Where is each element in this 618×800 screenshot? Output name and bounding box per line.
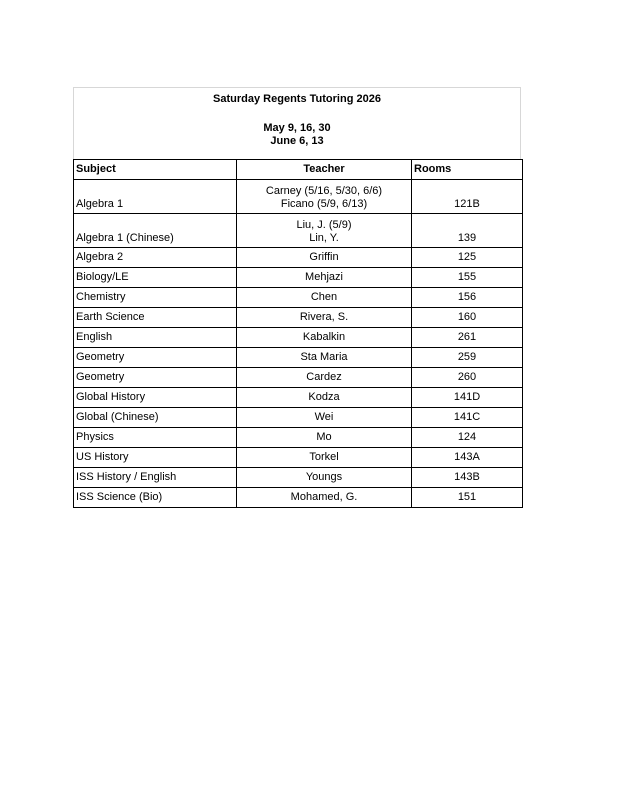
room-cell: 143B <box>412 468 523 488</box>
table-row <box>74 268 523 288</box>
subject-cell: ISS History / English <box>74 468 237 488</box>
subject-cell: Chemistry <box>74 288 237 308</box>
schedule-sheet <box>73 87 522 508</box>
teacher-name: Youngs <box>305 471 343 483</box>
column-header-rooms: Rooms <box>412 160 523 180</box>
column-header-teacher: Teacher <box>237 160 412 180</box>
teacher-name: Mehjazi <box>305 271 343 283</box>
subject-cell: ISS Science (Bio) <box>74 488 237 508</box>
title-block <box>73 87 521 159</box>
teacher-name: Kodza <box>308 391 340 403</box>
dates-line-2: June 6, 13 <box>270 135 324 147</box>
room-cell: 160 <box>412 308 523 328</box>
teacher-cell <box>237 468 412 488</box>
table-row <box>74 214 523 248</box>
teacher-cell <box>237 288 412 308</box>
teacher-name: Sta Maria <box>300 351 348 363</box>
teacher-name: Liu, J. (5/9) <box>296 219 352 231</box>
subject-cell: Global (Chinese) <box>74 408 237 428</box>
subject-cell: Geometry <box>74 368 237 388</box>
subject-cell: Biology/LE <box>74 268 237 288</box>
room-cell: 141C <box>412 408 523 428</box>
subject-cell: Geometry <box>74 348 237 368</box>
column-header-subject: Subject <box>74 160 237 180</box>
page-title: Saturday Regents Tutoring 2026 <box>213 93 381 105</box>
teacher-cell <box>237 268 412 288</box>
room-cell: 259 <box>412 348 523 368</box>
subject-cell: English <box>74 328 237 348</box>
room-cell: 124 <box>412 428 523 448</box>
table-row <box>74 180 523 214</box>
table-row <box>74 368 523 388</box>
subject-cell: Global History <box>74 388 237 408</box>
tutoring-table <box>73 159 523 508</box>
teacher-cell <box>237 368 412 388</box>
table-row <box>74 328 523 348</box>
subject-cell: Earth Science <box>74 308 237 328</box>
subject-cell: Physics <box>74 428 237 448</box>
teacher-name: Lin, Y. <box>309 232 339 244</box>
room-cell: 151 <box>412 488 523 508</box>
teacher-name: Mohamed, G. <box>290 491 358 503</box>
teacher-name: Kabalkin <box>302 331 346 343</box>
room-cell: 156 <box>412 288 523 308</box>
room-cell: 155 <box>412 268 523 288</box>
room-cell: 261 <box>412 328 523 348</box>
table-row <box>74 468 523 488</box>
teacher-cell <box>237 408 412 428</box>
teacher-cell <box>237 308 412 328</box>
teacher-cell <box>237 180 412 214</box>
header-row <box>74 160 523 180</box>
teacher-cell <box>237 328 412 348</box>
teacher-name: Cardez <box>306 371 342 383</box>
subject-cell: Algebra 1 (Chinese) <box>74 214 237 248</box>
table-row <box>74 308 523 328</box>
table-row <box>74 488 523 508</box>
teacher-cell <box>237 448 412 468</box>
room-cell: 125 <box>412 248 523 268</box>
teacher-name: Griffin <box>309 251 339 263</box>
table-row <box>74 408 523 428</box>
table-row <box>74 248 523 268</box>
table-row <box>74 388 523 408</box>
teacher-name: Carney (5/16, 5/30, 6/6) <box>265 185 383 197</box>
subject-cell: Algebra 1 <box>74 180 237 214</box>
teacher-name: Mo <box>316 431 332 443</box>
room-cell: 139 <box>412 214 523 248</box>
teacher-cell <box>237 488 412 508</box>
teacher-cell <box>237 348 412 368</box>
subject-cell: Algebra 2 <box>74 248 237 268</box>
teacher-cell <box>237 428 412 448</box>
teacher-name: Rivera, S. <box>299 311 349 323</box>
teacher-name: Ficano (5/9, 6/13) <box>280 198 368 210</box>
table-row <box>74 288 523 308</box>
table-row <box>74 448 523 468</box>
teacher-name: Chen <box>310 291 338 303</box>
room-cell: 141D <box>412 388 523 408</box>
room-cell: 260 <box>412 368 523 388</box>
dates-line-1: May 9, 16, 30 <box>263 122 331 134</box>
teacher-name: Torkel <box>309 451 339 463</box>
subject-cell: US History <box>74 448 237 468</box>
teacher-name: Wei <box>314 411 334 423</box>
teacher-cell <box>237 248 412 268</box>
teacher-cell <box>237 388 412 408</box>
table-row <box>74 428 523 448</box>
table-row <box>74 348 523 368</box>
teacher-cell <box>237 214 412 248</box>
room-cell: 121B <box>412 180 523 214</box>
room-cell: 143A <box>412 448 523 468</box>
